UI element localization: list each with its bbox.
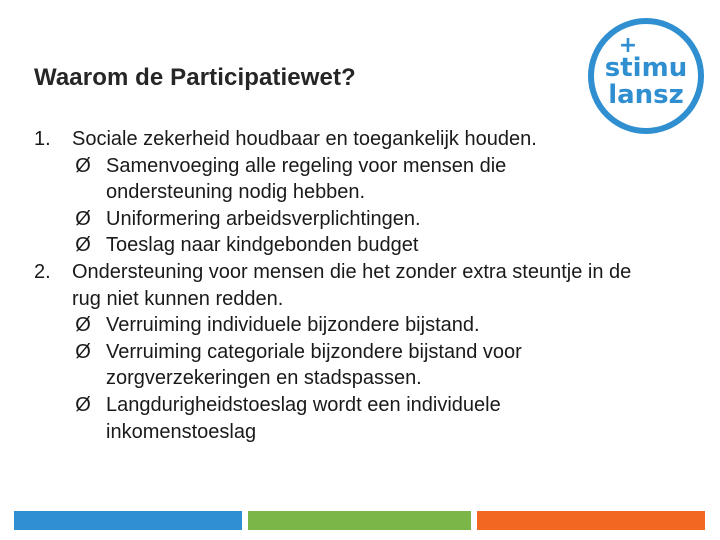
sublist-item-text: Verruiming individuele bijzondere bijstand. [106,314,480,337]
arrow-bullet-icon: Ø [75,154,91,177]
arrow-bullet-icon: Ø [75,340,91,363]
list-item [34,126,634,259]
sublist [72,312,634,445]
arrow-bullet-icon: Ø [75,207,91,230]
logo-plus: + [618,33,638,58]
sublist-item-text: Langdurigheidstoeslag wordt een individuele inkomenstoeslag [106,393,501,443]
sublist-item [72,153,634,206]
sublist-item-text: Samenvoeging alle regeling voor mensen die ondersteuning nodig hebben. [106,154,507,204]
logo-line2: lansz [608,80,684,110]
item-number: 2. [34,260,51,283]
footer-bar-orange [477,511,705,530]
sublist [72,153,634,259]
sublist-item [72,232,634,259]
footer-bar-green [248,511,471,530]
item-text: Sociale zekerheid houdbaar en toegankelijk houden. [72,128,537,150]
sublist-item-text: Uniformering arbeidsverplichtingen. [106,207,421,230]
footer-bar-blue [14,511,242,530]
sublist-item [72,312,634,339]
content [34,126,634,445]
sublist-item [72,206,634,233]
numbered-list [34,126,634,445]
logo-line1: stimu [604,53,688,83]
stimulansz-logo [584,14,708,138]
list-item [34,259,634,445]
logo-icon [584,14,708,138]
sublist-item [72,392,634,445]
sublist-item-text: Toeslag naar kindgebonden budget [106,234,419,257]
sublist-item [72,339,634,392]
arrow-bullet-icon: Ø [75,393,91,416]
arrow-bullet-icon: Ø [75,314,91,337]
slide-title: Waarom de Participatiewet? [34,64,356,91]
item-text: Ondersteuning voor mensen die het zonder extra steuntje in de rug niet kunnen redden. [72,260,632,310]
sublist-item-text: Verruiming categoriale bijzondere bijstand voor zorgverzekeringen en stadspassen. [106,340,522,390]
arrow-bullet-icon: Ø [75,234,91,257]
item-number: 1. [34,128,51,150]
